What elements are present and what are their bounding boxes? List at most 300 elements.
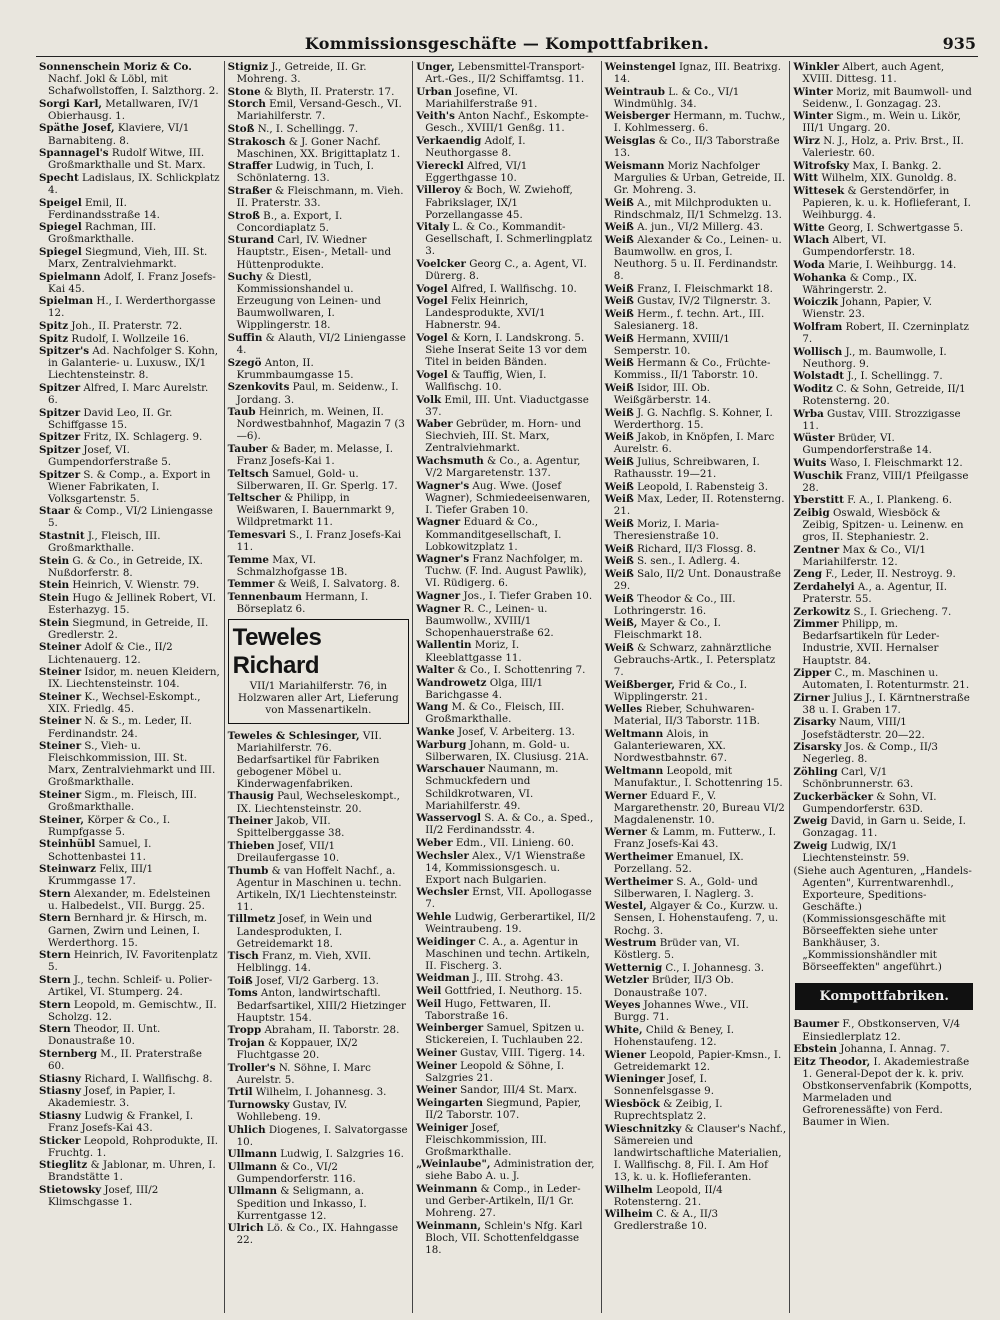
directory-entry bbox=[605, 160, 787, 196]
entry-name: Späthe Josef, bbox=[39, 122, 115, 135]
entry-details: Albert, VI. Gumpendorferstr. 18. bbox=[802, 234, 915, 259]
entry-details: Moriz, I. Kleeblattgasse 11. bbox=[425, 639, 522, 664]
directory-entry bbox=[416, 972, 598, 984]
entry-name: Werner bbox=[604, 789, 647, 802]
directory-entry bbox=[416, 911, 598, 935]
entry-details: Hugo & Jellinek Robert, VI. Esterhazyg. 15. bbox=[48, 592, 216, 617]
directory-entry bbox=[228, 332, 410, 356]
directory-entry bbox=[416, 998, 598, 1022]
directory-entry bbox=[416, 295, 598, 331]
entry-name: Westrum bbox=[604, 937, 657, 950]
directory-entry bbox=[39, 61, 221, 97]
entry-name: Wagner's bbox=[416, 479, 470, 492]
entry-name: Weiß bbox=[604, 555, 634, 568]
entry-details: N. J., Holz, a. Priv. Brst., II. Valeriestr. 60. bbox=[802, 135, 964, 160]
entry-name: Wolstadt bbox=[793, 370, 845, 383]
directory-entry bbox=[605, 110, 787, 134]
directory-entry bbox=[605, 1073, 787, 1097]
directory-entry bbox=[416, 726, 598, 738]
directory-entry bbox=[228, 1222, 410, 1246]
directory-entry bbox=[416, 1047, 598, 1059]
entry-name: Spiegel bbox=[39, 245, 82, 258]
directory-entry bbox=[416, 184, 598, 220]
directory-entry bbox=[605, 431, 787, 455]
entry-name: Weltmann bbox=[604, 728, 664, 741]
directory-entry bbox=[793, 457, 975, 469]
entry-name: Zipper bbox=[793, 667, 832, 680]
entry-details: Franz, I. Fleischmarkt 18. bbox=[633, 282, 773, 295]
entry-details: N., I. Schellingg. 7. bbox=[254, 122, 359, 135]
entry-name: Steiner, bbox=[39, 813, 84, 826]
directory-entry bbox=[605, 1208, 787, 1232]
entry-details: & Philipp, in Weißwaren, I. Bauernmarkt 9, Wildpretmarkt 11. bbox=[236, 492, 395, 529]
directory-entry bbox=[605, 283, 787, 295]
entry-details: Gustav, VIII. Tigerg. 14. bbox=[456, 1047, 586, 1059]
entry-name: Spitzer bbox=[39, 468, 81, 481]
entry-details: Mayer & Co., I. Fleischmarkt 18. bbox=[613, 617, 721, 642]
entry-name: Wechsler bbox=[416, 886, 469, 899]
entry-details: A., mit Milchprodukten u. Rindschmalz, II/1 Schmelzg. 13. bbox=[613, 196, 782, 221]
directory-entry bbox=[39, 617, 221, 641]
entry-name: Wehle bbox=[416, 910, 452, 923]
directory-entry bbox=[416, 110, 598, 134]
entry-name: Wang bbox=[416, 701, 449, 714]
entry-name: Specht bbox=[39, 171, 79, 184]
entry-name: Weiß bbox=[604, 567, 634, 580]
entry-details: Josef, VI/2 Garberg. 13. bbox=[252, 974, 379, 987]
directory-entry bbox=[39, 271, 221, 295]
entry-name: Wieschnitzky bbox=[604, 1122, 682, 1135]
entry-details: Körper & Co., I. Rumpfgasse 5. bbox=[48, 813, 171, 838]
entry-details: Franz, m. Vieh, XVII. Helblingg. 14. bbox=[236, 950, 372, 975]
directory-entry bbox=[605, 765, 787, 789]
entry-name: Teltsch bbox=[227, 467, 269, 480]
entry-name: Stieglitz bbox=[39, 1159, 88, 1172]
directory-entry bbox=[39, 1135, 221, 1159]
entry-details: Josef, in Papier, I. Akademiestr. 3. bbox=[48, 1085, 176, 1110]
entry-details: L. & Co., Kommandit-Gesellschaft, I. Schmerlingplatz 3. bbox=[425, 221, 593, 258]
entry-details: Max & Co., VI/1 Mariahilferstr. 12. bbox=[802, 543, 926, 568]
entry-details: Naum, VIII/1 Josefstädterstr. 20—22. bbox=[802, 716, 925, 741]
entry-name: Wilheim bbox=[604, 1208, 653, 1221]
directory-entry bbox=[39, 863, 221, 887]
directory-entry bbox=[793, 494, 975, 506]
directory-entry bbox=[39, 382, 221, 406]
entry-name: Weiß bbox=[604, 307, 634, 320]
entry-name: Steiner bbox=[39, 690, 82, 703]
entry-name: Witrofsky bbox=[793, 159, 850, 172]
entry-name: Wachsmuth bbox=[416, 455, 484, 467]
entry-name: Ulrich bbox=[227, 1222, 264, 1235]
entry-name: Weiß bbox=[604, 357, 634, 370]
directory-entry bbox=[39, 345, 221, 381]
directory-entry bbox=[416, 553, 598, 589]
directory-entry bbox=[416, 258, 598, 282]
entry-name: Zweig bbox=[793, 839, 828, 852]
directory-entry bbox=[228, 1024, 410, 1036]
directory-entry bbox=[416, 886, 598, 910]
directory-entry bbox=[793, 568, 975, 580]
column-1 bbox=[36, 61, 225, 1313]
entry-name: Weiß bbox=[604, 295, 634, 308]
entry-name: Suffin bbox=[227, 332, 263, 345]
directory-entry bbox=[793, 507, 975, 543]
entry-details: Leopold, II/4 Rotensterng. 21. bbox=[613, 1183, 723, 1208]
entry-details: Ludwig, I. Salzgries 16. bbox=[276, 1148, 404, 1161]
entry-details: & Jablonar, m. Uhren, I. Brandstätte 1. bbox=[48, 1159, 216, 1184]
directory-entry bbox=[39, 431, 221, 443]
directory-entry bbox=[605, 555, 787, 567]
directory-entry bbox=[39, 444, 221, 468]
entry-details: Siegmund, in Getreide, II. Gredlerstr. 2. bbox=[48, 616, 209, 641]
column-2 bbox=[225, 61, 414, 1313]
entry-details: Anton, II. Krummbaumgasse 15. bbox=[236, 356, 354, 381]
entry-name: Steinwarz bbox=[39, 863, 96, 876]
entry-details: Isidor, m. neuen Kleidern, IX. Liechtensteinstr. 104. bbox=[48, 666, 220, 691]
entry-details: Emil, II. Ferdinandsstraße 14. bbox=[48, 196, 160, 221]
entry-details: Ad. Nachfolger S. Kohn, in Galanterie- u. Luxusw., IX/1 Liechtensteinstr. 8. bbox=[48, 345, 219, 382]
entry-list bbox=[228, 61, 410, 615]
entry-details: Brüder, VI. Gumpendorferstraße 14. bbox=[802, 432, 932, 457]
entry-details: Jakob, in Knöpfen, I. Marc Aurelstr. 6. bbox=[613, 431, 775, 456]
entry-details: Rudolf Witwe, III. Großmarkthalle und St. Marx. bbox=[48, 147, 206, 172]
entry-name: Weingarten bbox=[416, 1096, 483, 1109]
entry-name: Zerdahelyi bbox=[793, 580, 855, 593]
directory-entry bbox=[39, 172, 221, 196]
directory-entry bbox=[793, 741, 975, 765]
entry-details: J., III. Strohg. 43. bbox=[469, 972, 564, 985]
directory-entry bbox=[793, 1056, 975, 1129]
entry-details: Ignaz, III. Beatrixg. 14. bbox=[613, 61, 781, 86]
entry-name: Werner bbox=[604, 826, 647, 839]
entry-name: Stone bbox=[227, 85, 261, 98]
entry-details: (Siehe auch Agenturen, „Handels-Agenten", Kurrentwarenhdl., Exporteure, Speditions-Geschäfte.) (Kommissionsgeschäfte mit Börseeffekten siehe unter Bankhäuser, 3. „Kommissionshändler mit Börseeffekten" angeführt.) bbox=[793, 864, 972, 974]
entry-details: & Comp., in Leder- und Gerber-Artikeln, II/1 Gr. Mohreng. 27. bbox=[425, 1183, 581, 1220]
directory-entry bbox=[39, 407, 221, 431]
entry-name: Zerkowitz bbox=[793, 605, 851, 618]
directory-entry bbox=[416, 1183, 598, 1219]
directory-entry bbox=[228, 406, 410, 442]
page-title: Kommissionsgeschäfte — Kompottfabriken. bbox=[304, 34, 710, 53]
directory-entry bbox=[39, 122, 221, 146]
entry-details: Hermann & Co., Früchte-Kommiss., II/1 Taborstr. 10. bbox=[613, 357, 771, 382]
directory-entry bbox=[605, 790, 787, 826]
entry-details: S. sen., I. Adlerg. 4. bbox=[633, 555, 741, 568]
entry-name: Weiß bbox=[604, 381, 634, 394]
entry-details: F. A., I. Plankeng. 6. bbox=[843, 494, 953, 507]
entry-details: Bernhard jr. & Hirsch, m. Garnen, Zwirn und Leinen, I. Werderthorg. 15. bbox=[48, 912, 208, 949]
entry-details: Heinrich, m. Weinen, II. Nordwestbahnhof, Magazin 7 (3—6). bbox=[236, 406, 405, 443]
entry-details: & Gerstendörfer, in Papieren, k. u. k. Hoflieferant, I. Weihburgg. 4. bbox=[802, 184, 971, 222]
directory-entry bbox=[228, 468, 410, 492]
directory-entry bbox=[39, 469, 221, 505]
entry-name: Weiner bbox=[416, 1084, 457, 1097]
directory-entry bbox=[605, 1184, 787, 1208]
directory-entry bbox=[416, 639, 598, 663]
entry-name: Woiczik bbox=[793, 296, 839, 309]
directory-entry bbox=[416, 1022, 598, 1046]
entry-details: Aug. Wwe. (Josef Wagner), Schmiedeeisenwaren, I. Tiefer Graben 10. bbox=[425, 479, 591, 516]
directory-entry bbox=[793, 370, 975, 382]
directory-entry bbox=[793, 86, 975, 110]
entry-name: Weiß, bbox=[604, 617, 638, 630]
entry-name: Eitz Theodor, bbox=[793, 1055, 871, 1068]
entry-details: Gottfried, I. Neuthorg. 15. bbox=[441, 985, 583, 998]
entry-details: Alex., V/1 Wienstraße 14, Kommissionsgesch. u. Export nach Bulgarien. bbox=[425, 849, 586, 886]
entry-details: M. & Co., Fleisch, III. Großmarkthalle. bbox=[425, 701, 565, 726]
entry-name: Weiner bbox=[416, 1059, 457, 1072]
entry-details: R. C., Leinen- u. Baumwollw., XVIII/1 Schopenhauerstraße 62. bbox=[425, 602, 554, 639]
directory-entry bbox=[416, 283, 598, 295]
entry-details: Ludwig, IX/1 Liechtensteinstr. 59. bbox=[802, 839, 910, 864]
directory-entry bbox=[605, 197, 787, 221]
directory-entry bbox=[228, 185, 410, 209]
directory-entry bbox=[228, 1148, 410, 1160]
directory-entry bbox=[228, 136, 410, 160]
entry-details: C. & A., II/3 Gredlerstraße 10. bbox=[613, 1208, 719, 1233]
entry-name: Stern bbox=[39, 1023, 71, 1036]
entry-name: Wetzler bbox=[604, 974, 649, 987]
directory-entry bbox=[793, 1043, 975, 1055]
entry-name: Tillmetz bbox=[227, 913, 276, 926]
directory-entry bbox=[793, 160, 975, 172]
entry-details: Joh., II. Praterstr. 72. bbox=[68, 319, 183, 332]
directory-entry bbox=[416, 677, 598, 701]
directory-entry bbox=[416, 135, 598, 159]
entry-name: Stein bbox=[39, 616, 70, 629]
entry-details: Diogenes, I. Salvatorgasse 10. bbox=[236, 1123, 408, 1148]
entry-details: Alexander & Co., Leinen- u. Baumwollw. en gros, I. Neuthorg. 5 u. II. Ferdinandstr. 8. bbox=[613, 233, 782, 283]
entry-name: Vogel bbox=[416, 368, 448, 381]
entry-details: Josef, VI. Gumpendorferstraße 5. bbox=[48, 443, 172, 468]
entry-name: Uhlich bbox=[227, 1123, 266, 1136]
directory-entry bbox=[228, 790, 410, 814]
entry-name: Stiasny bbox=[39, 1072, 82, 1085]
section-heading-kompottfabriken: Kompottfabriken. bbox=[795, 983, 973, 1010]
directory-entry bbox=[416, 1084, 598, 1096]
entry-name: Woditz bbox=[793, 382, 833, 395]
directory-entry bbox=[228, 815, 410, 839]
entry-details: I. Akademiestraße 1. General-Depot der k. k. priv. Obstkonservenfabrik (Kompotts, Marmeladen und Gefrorenessäfte) von Ferd. Baumer in Wien. bbox=[802, 1055, 973, 1129]
entry-details: Heinrich, IV. Favoritenplatz 5. bbox=[48, 949, 218, 974]
entry-details: Max, Leder, II. Rotensterng. 21. bbox=[613, 493, 785, 518]
directory-entry bbox=[39, 1023, 221, 1047]
entry-details: Eduard F., V. Margarethenstr. 20, Bureau VI/2 Magdalenenstr. 10. bbox=[613, 789, 785, 826]
entry-details: Johanna, I. Annag. 7. bbox=[836, 1043, 950, 1056]
entry-details: Leopold, I. Rabensteig 3. bbox=[633, 480, 768, 493]
directory-entry bbox=[605, 851, 787, 875]
entry-name: Toiß bbox=[227, 974, 253, 987]
directory-entry bbox=[793, 432, 975, 456]
directory-entry bbox=[416, 480, 598, 516]
entry-name: Weyes bbox=[604, 999, 641, 1012]
entry-name: Weintraub bbox=[604, 85, 665, 98]
entry-details: Leopold, m. Gemischtw., II. Scholzg. 12. bbox=[48, 998, 217, 1023]
directory-entry bbox=[228, 1185, 410, 1221]
entry-details: Johannes Wwe., VII. Burgg. 71. bbox=[613, 999, 749, 1024]
entry-details: & Weiß, I. Salvatorg. 8. bbox=[274, 578, 400, 591]
directory-entry bbox=[39, 888, 221, 912]
directory-entry bbox=[416, 812, 598, 836]
entry-details: Moriz, mit Baumwoll- und Seidenw., I. Gonzagag. 23. bbox=[802, 85, 972, 110]
entry-name: Steiner bbox=[39, 666, 82, 679]
directory-entry bbox=[39, 295, 221, 319]
directory-entry bbox=[228, 1161, 410, 1185]
entry-name: Thumb bbox=[227, 864, 269, 877]
directory-entry bbox=[228, 578, 410, 590]
entry-name: Weiß bbox=[604, 480, 634, 493]
entry-name: Spitz bbox=[39, 319, 69, 332]
entry-name: Weiß bbox=[604, 196, 634, 209]
entry-name: Suchy bbox=[227, 271, 263, 284]
directory-entry bbox=[793, 383, 975, 407]
entry-details: Josefine, VI. Mariahilferstraße 91. bbox=[425, 85, 538, 110]
entry-details: Child & Beney, I. Hohenstaufeng. 12. bbox=[613, 1023, 735, 1048]
directory-entry bbox=[228, 61, 410, 85]
entry-details: Franz Nachfolger, m. Tuchw. (F. Ind. August Pawlik), VI. Rüdigerg. 6. bbox=[425, 553, 587, 590]
entry-details: Hugo, Fettwaren, II. Taborstraße 16. bbox=[425, 997, 552, 1022]
entry-name: Spitzer's bbox=[39, 345, 90, 358]
directory-entry bbox=[416, 985, 598, 997]
entry-name: Winter bbox=[793, 85, 833, 98]
directory-entry bbox=[416, 1122, 598, 1158]
entry-name: Stern bbox=[39, 887, 71, 900]
entry-name: Wilhelm bbox=[604, 1183, 653, 1196]
entry-details: Wilhelm, I. Johannesg. 3. bbox=[252, 1086, 387, 1099]
entry-details: & Fleischmann, m. Vieh. II. Praterstr. 33. bbox=[236, 184, 404, 210]
entry-details: & Schwarz, zahnärztliche Gebrauchs-Artk., I. Petersplatz 7. bbox=[613, 641, 776, 679]
entry-details: Alfred, I. Marc Aurelstr. 6. bbox=[48, 381, 209, 407]
entry-details: Leopold & Söhne, I. Salzgries 21. bbox=[425, 1059, 565, 1084]
directory-entry bbox=[793, 110, 975, 134]
entry-name: Vitaly bbox=[416, 221, 450, 234]
entry-name: Trojan bbox=[227, 1036, 265, 1049]
directory-entry bbox=[228, 1062, 410, 1086]
directory-entry bbox=[39, 505, 221, 529]
entry-details: Robert, II. Czerninplatz 7. bbox=[802, 320, 969, 346]
directory-entry bbox=[605, 1024, 787, 1048]
entry-name: Weiß bbox=[604, 592, 634, 605]
entry-details: F., Leder, II. Nestroyg. 9. bbox=[822, 568, 956, 581]
directory-entry bbox=[416, 160, 598, 184]
entry-name: Spiegel bbox=[39, 221, 82, 234]
directory-entry bbox=[228, 950, 410, 974]
entry-name: Steinhübl bbox=[39, 838, 96, 851]
entry-details: & J. Goner Nachf. Maschinen, XX. Brigittaplatz 1. bbox=[236, 135, 401, 160]
directory-entry bbox=[605, 679, 787, 703]
directory-entry bbox=[228, 86, 410, 98]
entry-details: N. & S., m. Leder, II. Ferdinandstr. 24. bbox=[48, 715, 192, 740]
directory-entry bbox=[416, 603, 598, 639]
entry-details: S., I. Franz Josefs-Kai 11. bbox=[236, 529, 402, 554]
entry-details: Johann, Papier, V. Wienstr. 23. bbox=[802, 296, 933, 321]
entry-details: Ernst, VII. Apollogasse 7. bbox=[425, 886, 592, 911]
directory-entry bbox=[416, 86, 598, 110]
entry-name: Sticker bbox=[39, 1134, 81, 1147]
entry-name: Wuschik bbox=[793, 469, 843, 482]
entry-name: Stiasny bbox=[39, 1109, 82, 1122]
directory-entry bbox=[793, 667, 975, 691]
directory-entry bbox=[605, 308, 787, 332]
entry-name: Wagner bbox=[416, 602, 461, 615]
entry-details: Emanuel, IX. Porzellang. 52. bbox=[613, 851, 744, 876]
entry-name: Wagner bbox=[416, 516, 461, 529]
directory-entry bbox=[605, 333, 787, 357]
entry-name: Volk bbox=[416, 393, 442, 406]
directory-entry bbox=[416, 1220, 598, 1256]
entry-name: Zöhling bbox=[793, 765, 838, 778]
entry-details: G. & Co., in Getreide, IX. Nußdorferstr. 8. bbox=[48, 554, 203, 579]
directory-entry bbox=[39, 666, 221, 690]
entry-name: Staar bbox=[39, 505, 70, 518]
entry-details: S. A., Gold- und Silberwaren, I. Naglerg. 3. bbox=[613, 875, 758, 900]
entry-details: Frid & Co., I. Wipplingerstr. 21. bbox=[613, 678, 747, 703]
entry-name: Zimmer bbox=[793, 618, 839, 631]
directory-entry bbox=[793, 321, 975, 345]
entry-name: Wieninger bbox=[604, 1073, 665, 1086]
entry-details: Gustav, IV. Wohllebeng. 19. bbox=[236, 1098, 348, 1123]
entry-name: Weiß bbox=[604, 641, 634, 654]
entry-name: Wuits bbox=[793, 457, 827, 469]
entry-name: Baumer bbox=[793, 1018, 840, 1031]
entry-name: Thausig bbox=[227, 790, 274, 803]
entry-details: Julius, Schreibwaren, I. Rathausstr. 19—21. bbox=[613, 456, 760, 481]
directory-entry bbox=[793, 470, 975, 494]
entry-details: Algayer & Co., Kurzw. u. Sensen, I. Hohenstaufeng. 7, u. Rochg. 3. bbox=[613, 900, 779, 937]
directory-entry bbox=[605, 234, 787, 282]
entry-name: Trtil bbox=[227, 1086, 253, 1099]
directory-entry bbox=[416, 763, 598, 811]
entry-details: Eduard & Co., Kommanditgesellschaft, I. Lobkowitzplatz 1. bbox=[425, 516, 562, 553]
directory-entry bbox=[605, 900, 787, 936]
entry-details: Olga, III/1 Barichgasse 4. bbox=[425, 676, 544, 701]
entry-name: Vogel bbox=[416, 295, 448, 308]
entry-name: Wohanka bbox=[793, 271, 847, 284]
entry-details: Carl, V/1 Schönbrunnerstr. 63. bbox=[802, 765, 914, 790]
entry-details: & Co., I. Schottenring 7. bbox=[454, 664, 586, 677]
directory-entry bbox=[416, 837, 598, 849]
entry-name: Wolfram bbox=[793, 320, 843, 333]
directory-entry bbox=[605, 221, 787, 233]
entry-name: Spielman bbox=[39, 295, 94, 308]
entry-name: Szenkovits bbox=[227, 381, 290, 394]
entry-name: Weiß bbox=[604, 542, 634, 555]
entry-details: J., Getreide, II. Gr. Mohreng. 3. bbox=[236, 61, 367, 86]
directory-entry bbox=[228, 123, 410, 135]
entry-details: Lö. & Co., IX. Hahngasse 22. bbox=[236, 1222, 399, 1247]
directory-entry bbox=[793, 815, 975, 839]
entry-details: Edm., VII. Linieng. 60. bbox=[452, 836, 575, 849]
entry-name: Zeibig bbox=[793, 506, 830, 519]
entry-details: C. & Sohn, Getreide, II/1 Rotensterng. 20. bbox=[802, 382, 966, 408]
entry-name: Weil bbox=[416, 997, 442, 1010]
entry-name: Weiß bbox=[604, 456, 634, 468]
entry-name: Wagner bbox=[416, 590, 461, 603]
directory-entry bbox=[793, 234, 975, 258]
directory-entry bbox=[793, 618, 975, 666]
entry-details: & Blyth, II. Praterstr. 17. bbox=[260, 85, 395, 98]
entry-details: J., I. Schellingg. 7. bbox=[844, 370, 943, 383]
entry-details: Albert, auch Agent, XVIII. Dittesg. 11. bbox=[802, 61, 945, 86]
entry-details: Philipp, m. Bedarfsartikeln für Leder-Industrie, XVII. Hernalser Hauptstr. 84. bbox=[802, 618, 940, 667]
directory-entry bbox=[793, 606, 975, 618]
entry-details: Herm., f. techn. Art., III. Salesianerg. 18. bbox=[613, 307, 765, 332]
entry-details: Schlein's Nfg. Karl Bloch, VII. Schottenfeldgasse 18. bbox=[425, 1219, 583, 1256]
directory-entry bbox=[39, 1184, 221, 1208]
entry-details: Waso, I. Fleischmarkt 12. bbox=[826, 457, 963, 469]
directory-entry bbox=[605, 728, 787, 764]
advertisement-name: Teweles Richard bbox=[232, 624, 322, 680]
